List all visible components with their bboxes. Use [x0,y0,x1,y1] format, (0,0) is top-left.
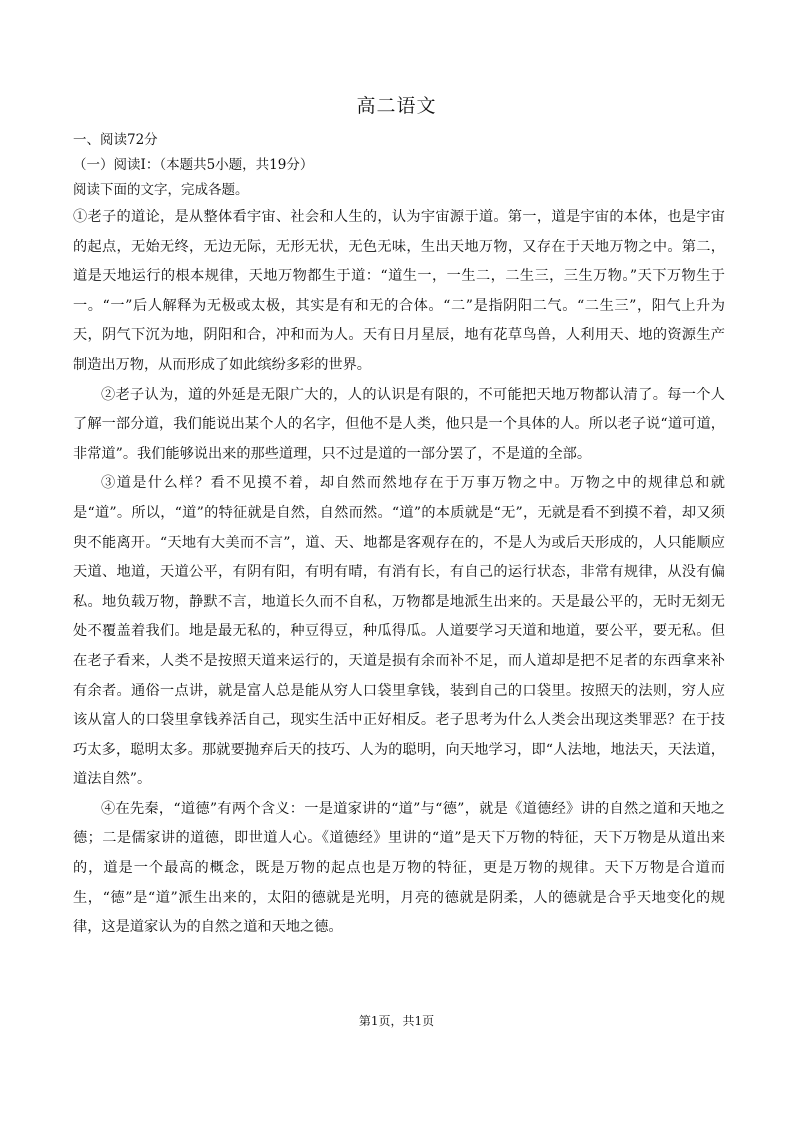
subsection-heading: （一）阅读I：（本题共5小题，共19分） [73,157,314,173]
document-body [73,128,725,943]
paragraph-1: ①老子的道论，是从整体看宇宙、社会和人生的，认为宇宙源于道。第一，道是宇宙的本体，也是宇宙的起点，无始无终，无边无际，无形无状，无色无味，生出天地万物，又存在于天地万物之中。第二，道是天地运行的根本规律，天地万物都生于道：“道生一，一生二，二生三，三生万物。”天下万物生于一。“一”后人解释为无极或太极，其实是有和无的合体。“二”是指阴阳二气。“二生三”，阳气上升为天，阴气下沉为地，阴阳和合，冲和而为人。天有日月星辰，地有花草鸟兽，人利用天、地的资源生产制造出万物，从而形成了如此缤纷多彩的世界。 [73,209,725,373]
paragraph-3: ③道是什么样？看不见摸不着，却自然而然地存在于万事万物之中。万物之中的规律总和就是“道”。所以，“道”的特征就是自然，自然而然。“道”的本质就是“无”，无就是看不到摸不着，却又须臾不能离开。“天地有大美而不言”，道、天、地都是客观存在的，不是人为或后天形成的，人只能顺应天道、地道，天道公平，有阴有阳，有明有晴，有消有长，有自己的运行状态，非常有规律，从没有偏私。地负载万物，静默不言，地道长久而不自私，万物都是地派生出来的。天是最公平的，无时无刻无处不覆盖着我们。地是最无私的，种豆得豆，种瓜得瓜。人道要学习天道和地道，要公平，要无私。但在老子看来，人类不是按照天道来运行的，天道是损有余而补不足，而人道却是把不足者的东西拿来补有余者。通俗一点讲，就是富人总是能从穷人口袋里拿钱，装到自己的口袋里。按照天的法则，穷人应该从富人的口袋里拿钱养活自己，现实生活中正好相反。老子思考为什么人类会出现这类罪恶？在于技巧太多，聪明太多。那就要抛弃后天的技巧、人为的聪明，向天地学习，即“人法地，地法天，天法道，道法自然”。 [73,475,725,788]
section-heading: 一、阅读72分 [73,132,158,148]
paragraph-4: ④在先秦，“道德”有两个含义：一是道家讲的“道”与“德”，就是《道德经》讲的自然之道和天地之德；二是儒家讲的道德，即世道人心。《道德经》里讲的“道”是天下万物的特征，天下万物是从道出来的，道是一个最高的概念，既是万物的起点也是万物的特征，更是万物的规律。天下万物是合道而生，“德”是“道”派生出来的，太阳的德就是光明，月亮的德就是阴柔，人的德就是合乎天地变化的规律，这是道家认为的自然之道和天地之德。 [73,800,725,936]
page-footer: 第1页，共1页 [358,1014,435,1028]
document-title: 高二语文 [356,95,437,117]
paragraph-2: ②老子认为，道的外延是无限广大的，人的认识是有限的，不可能把天地万物都认清了。每一个人了解一部分道，我们能说出某个人的名字，但他不是人类，他只是一个具体的人。所以老子说“道可道，非常道”。我们能够说出来的那些道理，只不过是道的一部分罢了，不是道的全部。 [73,386,725,462]
instruction-text: 阅读下面的文字，完成各题。 [73,182,249,198]
